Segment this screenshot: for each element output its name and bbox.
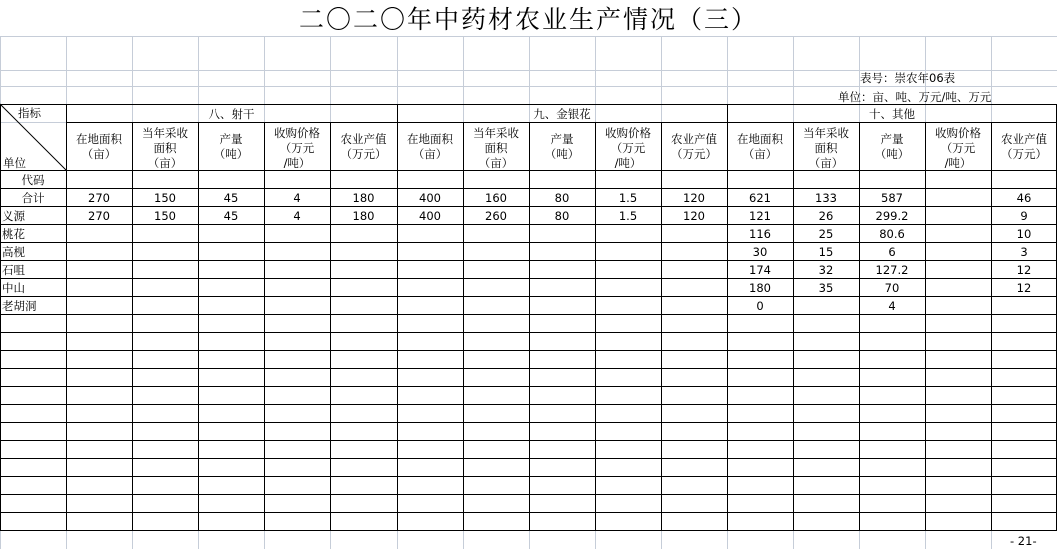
table-cell[interactable]: 270 (88, 191, 110, 205)
table-cell[interactable]: 30 (752, 245, 768, 259)
column-header: 面积 (484, 141, 508, 155)
group-header: 八、射干 (208, 107, 255, 121)
table-cell[interactable]: 80.6 (879, 227, 905, 241)
row-label[interactable]: 石咀 (2, 263, 25, 277)
column-header: （万元 (610, 141, 646, 155)
column-header: 在地面积 (737, 132, 783, 146)
column-header: 收购价格 (935, 126, 981, 140)
table-cell[interactable]: 12 (1016, 263, 1032, 277)
column-header: 在地面积 (407, 132, 453, 146)
table-cell[interactable]: 120 (683, 209, 705, 223)
table-cell[interactable]: 0 (756, 299, 764, 313)
column-header: 产量 (550, 132, 574, 146)
unit-label: 单位：亩、吨、万元/吨、万元 (838, 90, 992, 104)
column-header: （万元） (1001, 147, 1047, 161)
table-cell[interactable]: 174 (749, 263, 771, 277)
table-cell[interactable]: 621 (749, 191, 771, 205)
table-cell[interactable]: 260 (485, 209, 507, 223)
column-header: /吨） (944, 156, 972, 170)
code-label: 代码 (21, 173, 45, 187)
column-header: （亩） (412, 147, 448, 161)
column-header: 产量 (219, 132, 243, 146)
column-header: 收购价格 (274, 126, 320, 140)
table-cell[interactable]: 32 (818, 263, 834, 277)
page-title: 二〇二〇年中药材农业生产情况（三） (298, 5, 758, 34)
column-header: （亩） (742, 147, 778, 161)
column-header: （万元 (940, 141, 976, 155)
table-cell[interactable]: 45 (223, 209, 239, 223)
column-header: 农业产值 (340, 132, 387, 146)
column-header: 当年采收 (473, 126, 519, 140)
column-header: 收购价格 (605, 126, 651, 140)
table-cell[interactable]: 400 (419, 209, 441, 223)
column-header: /吨） (614, 156, 642, 170)
column-header: 面积 (153, 141, 177, 155)
column-header: （万元） (340, 147, 387, 161)
table-cell[interactable]: 133 (815, 191, 837, 205)
table-cell[interactable]: 1.5 (618, 209, 638, 223)
table-cell[interactable]: 116 (749, 227, 771, 241)
table-cell[interactable]: 6 (888, 245, 896, 259)
table-cell[interactable]: 46 (1016, 191, 1032, 205)
table-cell[interactable]: 80 (554, 191, 570, 205)
row-label[interactable]: 中山 (2, 281, 25, 295)
column-header: （亩） (478, 156, 514, 170)
table-cell[interactable]: 9 (1020, 209, 1028, 223)
column-header: （万元 (279, 141, 315, 155)
row-label[interactable]: 桃花 (2, 227, 25, 241)
column-header: （吨） (544, 147, 580, 161)
table-cell[interactable]: 3 (1020, 245, 1028, 259)
column-header: （亩） (808, 156, 844, 170)
table-cell[interactable]: 270 (88, 209, 110, 223)
table-cell[interactable]: 4 (888, 299, 896, 313)
table-cell[interactable]: 121 (749, 209, 771, 223)
table-cell[interactable]: 160 (485, 191, 507, 205)
row-label[interactable]: 高枧 (2, 245, 25, 259)
column-header: 在地面积 (76, 132, 122, 146)
column-header: 面积 (814, 141, 838, 155)
table-cell[interactable]: 587 (881, 191, 903, 205)
row-label[interactable]: 老胡洞 (2, 299, 37, 313)
table-cell[interactable]: 127.2 (875, 263, 909, 277)
column-header: （亩） (81, 147, 117, 161)
table-cell[interactable]: 12 (1016, 281, 1032, 295)
column-header: （吨） (874, 147, 910, 161)
group-header: 九、金银花 (533, 107, 591, 121)
table-cell[interactable]: 35 (818, 281, 834, 295)
table-cell[interactable]: 45 (223, 191, 239, 205)
table-cell[interactable]: 10 (1016, 227, 1032, 241)
column-header: （吨） (213, 147, 249, 161)
table-cell[interactable]: 4 (293, 191, 301, 205)
column-header: 农业产值 (671, 132, 717, 146)
form-number: 表号：崇农年06表 (860, 71, 956, 85)
table-cell[interactable]: 400 (419, 191, 441, 205)
column-header: 当年采收 (803, 126, 849, 140)
table-cell[interactable]: 1.5 (618, 191, 638, 205)
column-header: （万元） (671, 147, 717, 161)
table-cell[interactable]: 150 (154, 209, 176, 223)
row-label[interactable]: 义源 (2, 209, 25, 223)
column-header: 农业产值 (1001, 132, 1047, 146)
group-header: 十、其他 (869, 107, 915, 121)
table-cell[interactable]: 80 (554, 209, 570, 223)
table-cell[interactable]: 150 (154, 191, 176, 205)
table-cell[interactable]: 180 (749, 281, 771, 295)
column-header: （亩） (147, 156, 183, 170)
column-header: 当年采收 (142, 126, 188, 140)
table-cell[interactable]: 299.2 (875, 209, 909, 223)
table-cell[interactable]: 25 (818, 227, 834, 241)
table-cell[interactable]: 120 (683, 191, 705, 205)
column-header: 产量 (880, 132, 904, 146)
page-number: - 21- (1010, 534, 1037, 548)
corner-unit-label: 单位 (3, 156, 26, 170)
table-cell[interactable]: 70 (884, 281, 900, 295)
table-cell[interactable]: 4 (293, 209, 301, 223)
column-header: /吨） (283, 156, 311, 170)
table-cell[interactable]: 26 (818, 209, 834, 223)
table-cell[interactable]: 15 (818, 245, 834, 259)
row-label[interactable]: 合计 (21, 191, 45, 205)
table-cell[interactable]: 180 (352, 209, 375, 223)
table-cell[interactable]: 180 (352, 191, 375, 205)
corner-indicator-label: 指标 (18, 106, 41, 120)
